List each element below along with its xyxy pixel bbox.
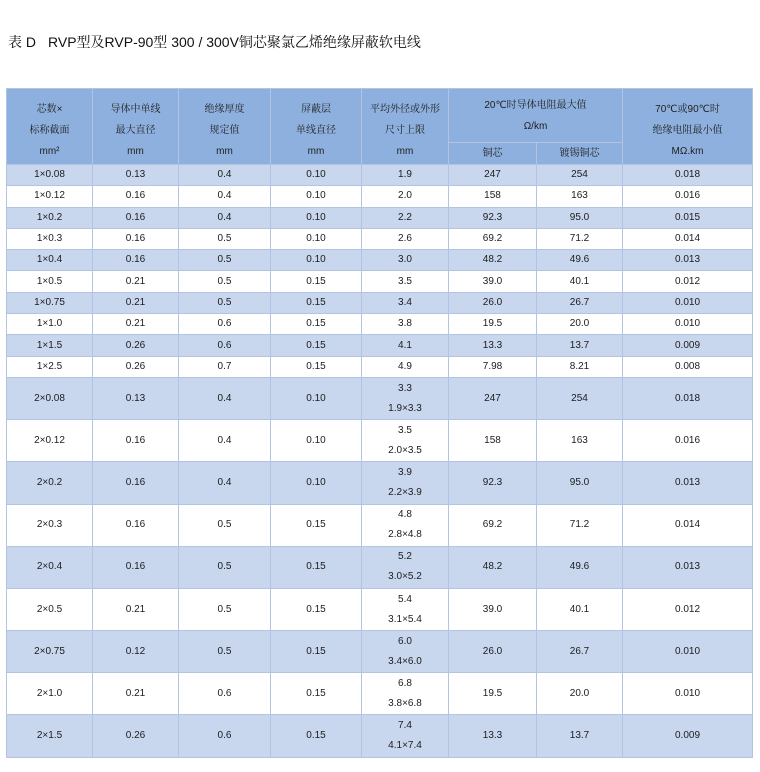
- outer-diameter-value: 1.9: [398, 169, 412, 181]
- header-line: 尺寸上限: [385, 125, 425, 136]
- cell-wire-diameter: 0.16: [93, 546, 179, 588]
- header-size: [7, 89, 93, 165]
- table-row: [7, 271, 753, 292]
- outer-shape-value: 2.8×4.8: [388, 529, 422, 541]
- cell-resistance-tinned: 26.7: [537, 292, 623, 313]
- table-row: [7, 207, 753, 228]
- cell-resistance-copper: 92.3: [449, 207, 537, 228]
- cell-size: 2×0.08: [7, 377, 93, 419]
- cell-insulation-resistance: 0.013: [623, 546, 753, 588]
- cell-resistance-tinned: 13.7: [537, 715, 623, 757]
- cell-wire-diameter: 0.13: [93, 377, 179, 419]
- cell-resistance-copper: 7.98: [449, 356, 537, 377]
- outer-diameter-value: 7.4: [398, 720, 412, 732]
- outer-shape-value: 2.2×3.9: [388, 486, 422, 498]
- table-row: [7, 335, 753, 356]
- cell-insulation-resistance: 0.013: [623, 462, 753, 504]
- table-row: [7, 356, 753, 377]
- header-unit: mm: [216, 146, 233, 157]
- cell-resistance-copper: 69.2: [449, 228, 537, 249]
- header-line: 导体中单线: [110, 104, 161, 115]
- cell-shield-wire-diameter: 0.10: [271, 250, 362, 271]
- cell-outer-dimension: [362, 250, 449, 271]
- cell-size: 1×0.5: [7, 271, 93, 292]
- header-line: 平均外径或外形: [370, 104, 440, 115]
- cell-resistance-tinned: 95.0: [537, 462, 623, 504]
- cell-outer-dimension: [362, 207, 449, 228]
- outer-shape-value: 3.1×5.4: [388, 613, 422, 625]
- cell-resistance-tinned: 40.1: [537, 271, 623, 292]
- cell-outer-dimension: [362, 335, 449, 356]
- outer-diameter-value: 2.0: [398, 190, 412, 202]
- cell-size: 2×0.2: [7, 462, 93, 504]
- cell-resistance-copper: 48.2: [449, 250, 537, 271]
- cell-insulation-resistance: 0.009: [623, 335, 753, 356]
- cell-resistance-copper: 92.3: [449, 462, 537, 504]
- table-row: [7, 673, 753, 715]
- cell-size: 1×1.5: [7, 335, 93, 356]
- cell-size: 2×1.5: [7, 715, 93, 757]
- cell-outer-dimension: [362, 420, 449, 462]
- cell-insulation-resistance: 0.016: [623, 420, 753, 462]
- outer-diameter-value: 3.5: [398, 275, 412, 287]
- table-header: [7, 89, 753, 165]
- cell-wire-diameter: 0.21: [93, 588, 179, 630]
- cell-resistance-tinned: 26.7: [537, 631, 623, 673]
- header-line: 单线直径: [296, 125, 336, 136]
- header-insulation-resistance: [623, 89, 753, 165]
- cell-insulation-resistance: 0.018: [623, 377, 753, 419]
- cell-resistance-tinned: 49.6: [537, 250, 623, 271]
- table-row: [7, 420, 753, 462]
- table-row: [7, 631, 753, 673]
- header-line: 标称截面: [29, 125, 70, 136]
- header-line: 绝缘厚度: [204, 104, 245, 115]
- outer-shape-value: 2.0×3.5: [388, 444, 422, 456]
- outer-shape-value: 3.4×6.0: [388, 655, 422, 667]
- cell-insulation-resistance: 0.010: [623, 314, 753, 335]
- outer-diameter-value: 3.5: [398, 424, 412, 436]
- cell-wire-diameter: 0.16: [93, 186, 179, 207]
- table-row: [7, 186, 753, 207]
- cell-size: 2×1.0: [7, 673, 93, 715]
- header-line: 20℃时导体电阻最大值: [484, 99, 587, 111]
- cell-outer-dimension: [362, 165, 449, 186]
- table-row: [7, 546, 753, 588]
- cell-insulation-thickness: 0.6: [179, 335, 271, 356]
- cell-outer-dimension: [362, 504, 449, 546]
- table-row: [7, 165, 753, 186]
- table-row: [7, 250, 753, 271]
- cell-wire-diameter: 0.16: [93, 420, 179, 462]
- outer-diameter-value: 6.0: [398, 635, 412, 647]
- cell-outer-dimension: [362, 314, 449, 335]
- cell-insulation-resistance: 0.012: [623, 588, 753, 630]
- cell-outer-dimension: [362, 715, 449, 757]
- header-unit: mm: [307, 146, 325, 157]
- cell-shield-wire-diameter: 0.15: [271, 715, 362, 757]
- header-line: 芯数×: [36, 104, 63, 115]
- cell-shield-wire-diameter: 0.10: [271, 420, 362, 462]
- header-wire-diameter: [93, 89, 179, 165]
- cell-size: 1×0.12: [7, 186, 93, 207]
- cell-shield-wire-diameter: 0.10: [271, 165, 362, 186]
- outer-diameter-value: 2.6: [398, 233, 412, 245]
- cell-insulation-thickness: 0.4: [179, 420, 271, 462]
- cell-outer-dimension: [362, 673, 449, 715]
- cell-insulation-thickness: 0.4: [179, 377, 271, 419]
- cell-resistance-copper: 26.0: [449, 292, 537, 313]
- table-row: [7, 228, 753, 249]
- cell-insulation-thickness: 0.6: [179, 673, 271, 715]
- outer-diameter-value: 5.2: [398, 551, 412, 563]
- cell-size: 1×0.3: [7, 228, 93, 249]
- header-conductor-resistance: [449, 89, 623, 143]
- header-unit: mm: [396, 146, 414, 157]
- cell-resistance-copper: 158: [449, 420, 537, 462]
- cell-wire-diameter: 0.21: [93, 673, 179, 715]
- cell-resistance-tinned: 49.6: [537, 546, 623, 588]
- cell-insulation-resistance: 0.018: [623, 165, 753, 186]
- cell-size: 2×0.4: [7, 546, 93, 588]
- cell-insulation-thickness: 0.7: [179, 356, 271, 377]
- header-line: 绝缘电阻最小值: [652, 125, 723, 136]
- cell-wire-diameter: 0.16: [93, 207, 179, 228]
- table-body: [7, 165, 753, 758]
- cell-resistance-tinned: 8.21: [537, 356, 623, 377]
- cell-insulation-thickness: 0.5: [179, 588, 271, 630]
- cell-resistance-copper: 13.3: [449, 715, 537, 757]
- cell-shield-wire-diameter: 0.15: [271, 271, 362, 292]
- header-unit: Ω/km: [523, 120, 548, 132]
- outer-diameter-value: 3.8: [398, 318, 412, 330]
- cell-insulation-thickness: 0.5: [179, 250, 271, 271]
- cell-size: 2×0.3: [7, 504, 93, 546]
- cell-size: 1×0.75: [7, 292, 93, 313]
- cell-shield-wire-diameter: 0.15: [271, 504, 362, 546]
- cell-shield-wire-diameter: 0.15: [271, 292, 362, 313]
- cell-wire-diameter: 0.21: [93, 292, 179, 313]
- cell-shield-wire-diameter: 0.15: [271, 546, 362, 588]
- cell-shield-wire-diameter: 0.10: [271, 186, 362, 207]
- cell-wire-diameter: 0.13: [93, 165, 179, 186]
- cell-wire-diameter: 0.21: [93, 314, 179, 335]
- cell-insulation-thickness: 0.4: [179, 462, 271, 504]
- outer-diameter-value: 3.4: [398, 296, 412, 308]
- cell-outer-dimension: [362, 271, 449, 292]
- cell-resistance-copper: 39.0: [449, 588, 537, 630]
- cell-shield-wire-diameter: 0.10: [271, 207, 362, 228]
- cell-outer-dimension: [362, 186, 449, 207]
- cell-size: 1×2.5: [7, 356, 93, 377]
- outer-shape-value: 3.8×6.8: [388, 697, 422, 709]
- cell-resistance-tinned: 254: [537, 377, 623, 419]
- table-label: 表 D: [8, 34, 36, 50]
- cell-insulation-resistance: 0.009: [623, 715, 753, 757]
- cell-insulation-thickness: 0.4: [179, 186, 271, 207]
- cell-shield-wire-diameter: 0.15: [271, 314, 362, 335]
- header-row-top: [7, 89, 753, 143]
- outer-diameter-value: 6.8: [398, 677, 412, 689]
- cell-wire-diameter: 0.16: [93, 462, 179, 504]
- spec-table: [6, 88, 753, 758]
- cell-wire-diameter: 0.16: [93, 504, 179, 546]
- cell-shield-wire-diameter: 0.15: [271, 356, 362, 377]
- outer-diameter-value: 3.3: [398, 382, 412, 394]
- table-row: [7, 588, 753, 630]
- cell-shield-wire-diameter: 0.15: [271, 588, 362, 630]
- cell-wire-diameter: 0.21: [93, 271, 179, 292]
- cell-insulation-resistance: 0.010: [623, 631, 753, 673]
- cell-resistance-tinned: 20.0: [537, 314, 623, 335]
- cell-resistance-tinned: 20.0: [537, 673, 623, 715]
- cell-wire-diameter: 0.26: [93, 356, 179, 377]
- cell-size: 1×0.4: [7, 250, 93, 271]
- header-shield-wire-diameter: [271, 89, 362, 165]
- header-insulation-thickness: [179, 89, 271, 165]
- cell-resistance-tinned: 254: [537, 165, 623, 186]
- cell-size: 1×1.0: [7, 314, 93, 335]
- cell-resistance-copper: 39.0: [449, 271, 537, 292]
- cell-outer-dimension: [362, 377, 449, 419]
- cell-wire-diameter: 0.26: [93, 715, 179, 757]
- outer-diameter-value: 4.9: [398, 360, 412, 372]
- outer-shape-value: 1.9×3.3: [388, 402, 422, 414]
- table-row: [7, 715, 753, 757]
- cell-insulation-resistance: 0.010: [623, 673, 753, 715]
- cell-insulation-thickness: 0.5: [179, 271, 271, 292]
- cell-insulation-resistance: 0.016: [623, 186, 753, 207]
- cell-insulation-thickness: 0.5: [179, 504, 271, 546]
- cell-resistance-tinned: 71.2: [537, 504, 623, 546]
- cell-resistance-tinned: 95.0: [537, 207, 623, 228]
- header-resistance-tinned: 镀锡铜芯: [537, 143, 623, 165]
- cell-outer-dimension: [362, 462, 449, 504]
- cell-outer-dimension: [362, 292, 449, 313]
- header-line: 最大直径: [115, 125, 156, 136]
- cell-resistance-copper: 247: [449, 377, 537, 419]
- cell-size: 1×0.2: [7, 207, 93, 228]
- cell-insulation-resistance: 0.008: [623, 356, 753, 377]
- cell-shield-wire-diameter: 0.15: [271, 335, 362, 356]
- outer-diameter-value: 5.4: [398, 593, 412, 605]
- cell-resistance-tinned: 13.7: [537, 335, 623, 356]
- header-line: 屏蔽层: [301, 104, 331, 115]
- cell-outer-dimension: [362, 588, 449, 630]
- cell-shield-wire-diameter: 0.10: [271, 377, 362, 419]
- cell-wire-diameter: 0.26: [93, 335, 179, 356]
- cell-outer-dimension: [362, 631, 449, 673]
- cell-resistance-copper: 19.5: [449, 673, 537, 715]
- outer-diameter-value: 2.2: [398, 211, 412, 223]
- table-row: [7, 504, 753, 546]
- cell-insulation-resistance: 0.014: [623, 504, 753, 546]
- outer-diameter-value: 4.8: [398, 509, 412, 521]
- header-outer-dimension: [362, 89, 449, 165]
- cell-insulation-resistance: 0.014: [623, 228, 753, 249]
- cell-wire-diameter: 0.16: [93, 250, 179, 271]
- cell-insulation-resistance: 0.010: [623, 292, 753, 313]
- cell-shield-wire-diameter: 0.15: [271, 673, 362, 715]
- cell-insulation-thickness: 0.5: [179, 631, 271, 673]
- cell-resistance-copper: 48.2: [449, 546, 537, 588]
- cell-insulation-resistance: 0.013: [623, 250, 753, 271]
- cell-insulation-thickness: 0.6: [179, 314, 271, 335]
- cell-outer-dimension: [362, 356, 449, 377]
- header-unit: mm²: [39, 146, 60, 157]
- cell-resistance-tinned: 71.2: [537, 228, 623, 249]
- cell-resistance-copper: 13.3: [449, 335, 537, 356]
- table-row: [7, 292, 753, 313]
- cell-shield-wire-diameter: 0.15: [271, 631, 362, 673]
- cell-size: 2×0.75: [7, 631, 93, 673]
- page-title: [8, 33, 421, 51]
- header-resistance-copper: 铜芯: [449, 143, 537, 165]
- cell-insulation-thickness: 0.5: [179, 292, 271, 313]
- header-line: 规定值: [209, 125, 240, 136]
- cell-size: 2×0.5: [7, 588, 93, 630]
- cell-insulation-resistance: 0.015: [623, 207, 753, 228]
- cell-wire-diameter: 0.12: [93, 631, 179, 673]
- cell-insulation-thickness: 0.5: [179, 546, 271, 588]
- cell-resistance-copper: 158: [449, 186, 537, 207]
- cell-resistance-tinned: 40.1: [537, 588, 623, 630]
- header-unit: mm: [127, 146, 144, 157]
- cell-resistance-copper: 69.2: [449, 504, 537, 546]
- cell-resistance-tinned: 163: [537, 420, 623, 462]
- cell-shield-wire-diameter: 0.10: [271, 462, 362, 504]
- cell-outer-dimension: [362, 546, 449, 588]
- outer-shape-value: 4.1×7.4: [388, 740, 422, 752]
- outer-diameter-value: 4.1: [398, 339, 412, 351]
- cell-insulation-thickness: 0.5: [179, 228, 271, 249]
- header-line: 70℃或90℃时: [655, 104, 720, 115]
- cell-insulation-thickness: 0.4: [179, 207, 271, 228]
- table-title-text: RVP型及RVP-90型 300 / 300V铜芯聚氯乙烯绝缘屏蔽软电线: [48, 34, 421, 50]
- cell-shield-wire-diameter: 0.10: [271, 228, 362, 249]
- table-row: [7, 314, 753, 335]
- cell-insulation-thickness: 0.4: [179, 165, 271, 186]
- table-row: [7, 377, 753, 419]
- outer-diameter-value: 3.0: [398, 254, 412, 266]
- cell-outer-dimension: [362, 228, 449, 249]
- outer-diameter-value: 3.9: [398, 466, 412, 478]
- cell-resistance-tinned: 163: [537, 186, 623, 207]
- cell-wire-diameter: 0.16: [93, 228, 179, 249]
- cell-size: 1×0.08: [7, 165, 93, 186]
- cell-resistance-copper: 19.5: [449, 314, 537, 335]
- cell-resistance-copper: 247: [449, 165, 537, 186]
- header-unit: MΩ.km: [671, 146, 704, 157]
- table-row: [7, 462, 753, 504]
- cell-insulation-thickness: 0.6: [179, 715, 271, 757]
- cell-size: 2×0.12: [7, 420, 93, 462]
- outer-shape-value: 3.0×5.2: [388, 571, 422, 583]
- cell-insulation-resistance: 0.012: [623, 271, 753, 292]
- cell-resistance-copper: 26.0: [449, 631, 537, 673]
